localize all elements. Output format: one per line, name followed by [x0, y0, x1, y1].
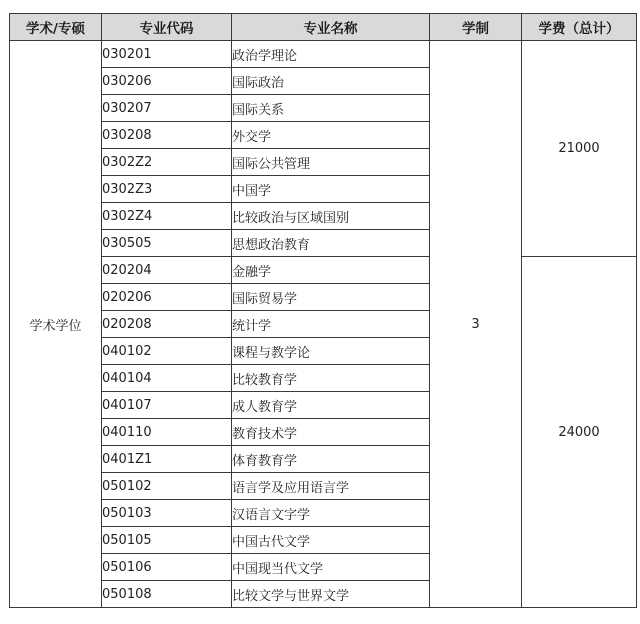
major-name: 国际贸易学 [232, 284, 430, 311]
major-name: 外交学 [232, 122, 430, 149]
tuition-table [9, 13, 637, 608]
major-name: 国际关系 [232, 95, 430, 122]
major-code: 040110 [102, 419, 232, 446]
major-name: 比较政治与区域国别 [232, 203, 430, 230]
major-name: 汉语言文字学 [232, 500, 430, 527]
fee-cell: 21000 [522, 41, 637, 257]
major-code: 020204 [102, 257, 232, 284]
header-duration: 学制 [430, 14, 522, 41]
major-code: 030207 [102, 95, 232, 122]
degree-type-cell: 学术学位 [10, 41, 102, 608]
major-name: 金融学 [232, 257, 430, 284]
major-name: 政治学理论 [232, 41, 430, 68]
major-name: 课程与教学论 [232, 338, 430, 365]
major-code: 030505 [102, 230, 232, 257]
header-fee: 学费（总计） [522, 14, 637, 41]
major-name: 教育技术学 [232, 419, 430, 446]
major-code: 040102 [102, 338, 232, 365]
major-code: 050105 [102, 527, 232, 554]
major-code: 050108 [102, 581, 232, 608]
major-code: 0302Z4 [102, 203, 232, 230]
table-row [10, 41, 637, 68]
major-name: 中国学 [232, 176, 430, 203]
major-code: 030206 [102, 68, 232, 95]
header-major-name: 专业名称 [232, 14, 430, 41]
major-name: 国际公共管理 [232, 149, 430, 176]
major-code: 0302Z2 [102, 149, 232, 176]
major-code: 040107 [102, 392, 232, 419]
major-code: 050102 [102, 473, 232, 500]
major-name: 成人教育学 [232, 392, 430, 419]
major-code: 030201 [102, 41, 232, 68]
major-name: 国际政治 [232, 68, 430, 95]
header-row [10, 14, 637, 41]
table-row [10, 257, 637, 284]
header-degree-type: 学术/专硕 [10, 14, 102, 41]
major-code: 040104 [102, 365, 232, 392]
major-code: 0401Z1 [102, 446, 232, 473]
major-code: 0302Z3 [102, 176, 232, 203]
major-name: 统计学 [232, 311, 430, 338]
major-name: 中国现当代文学 [232, 554, 430, 581]
major-code: 050106 [102, 554, 232, 581]
major-name: 中国古代文学 [232, 527, 430, 554]
major-code: 050103 [102, 500, 232, 527]
major-code: 020206 [102, 284, 232, 311]
major-code: 020208 [102, 311, 232, 338]
major-name: 比较文学与世界文学 [232, 581, 430, 608]
major-name: 语言学及应用语言学 [232, 473, 430, 500]
major-name: 思想政治教育 [232, 230, 430, 257]
fee-cell: 24000 [522, 257, 637, 608]
major-name: 体育教育学 [232, 446, 430, 473]
major-code: 030208 [102, 122, 232, 149]
duration-cell: 3 [430, 41, 522, 608]
major-name: 比较教育学 [232, 365, 430, 392]
header-major-code: 专业代码 [102, 14, 232, 41]
